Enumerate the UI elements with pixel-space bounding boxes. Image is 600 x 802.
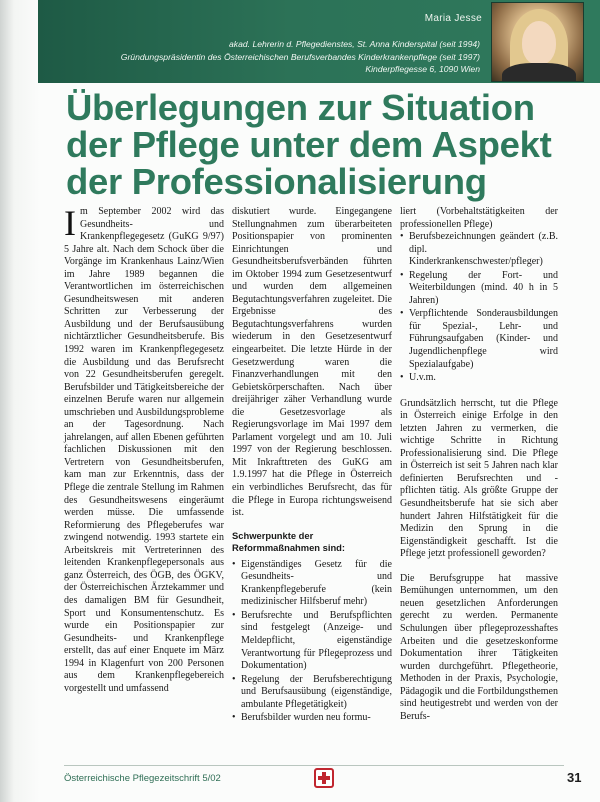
paragraph: diskutiert wurde. Eingegangene Stellungnahmen zum überarbeiteten Positionspapier von prominenten Einrichtungen und Gesundheitsberufsverbänden führten im Oktober 1994 zum Gesetzesentwurf und wurden dem allgemeinen Begutachtungsverfahren zugeleitet. Die Ergebnisse des Begutachtungsverfahrens wurden wiederum in den Gesetzesentwurf eingearbeitet. Die letzte Hürde in der Gesetzwerdung waren die Finanzverhandlungen mit den Gebietskörperschaften. Nach über dreijähriger zäher Verhandlung wurde die Gesetzesvorlage als Regierungsvorlage im Mai 1997 dem Parlament vorgelegt und am 10. Juli 1997 von der Regierung beschlossen. Mit Inkrafttreten des GuKG am 1.9.1997 hat die Pflege in Österreich ein verbindliches Berufsrecht, das für die Pflege in Europa richtungsweisend ist.	[232, 206, 392, 519]
list-item: • Regelung der Berufsberechtigung und Berufsausübung (eigenständige, ambulante Pflegetätigkeit)	[232, 674, 392, 712]
list-item: • Eigenständiges Gesetz für die Gesundheits- und Krankenpflegeberufe (kein medizinischer Hilfsberuf mehr)	[232, 559, 392, 609]
text-column-1	[64, 203, 224, 695]
drop-cap: I	[64, 203, 76, 243]
paragraph-text: m September 2002 wird das Gesundheits- und Krankenpflegegesetz (GuKG 9/97) 5 Jahre alt. Nach dem Schock über die Vorgänge im Krankenhaus Lainz/Wien im Jahre 1989 begannen die Verantwortlichen im österreichischen Gesundheitswesen mit anderen Schritten zur Verbesserung der Ausbildung und der Berufsausübung nichtärztlicher Gesundheitsberufe. Bis 1992 waren im Krankenpflegegesetz die Ausbildung und das Berufsrecht von 22 Gesundheitsberufen geregelt. Berufsbilder und Tätigkeitsbereiche der einzelnen Berufe waren nur allgemein umschrieben und Ausbildungsprobleme an der Tagesordnung. Nach jahrelangen, auf allen Ebenen geführten fachlichen Diskussionen mit den Vertretern von Gesundheitsberufen, kam man zur Erkenntnis, dass der Pflege die zentrale Stellung im Rahmen des Gesundheitswesens eingeräumt werden müsse. Die umfassende Reformierung des Pflegeberufes war zwingend notwendig. 1993 startete ein Arbeitskreis mit Vertreterinnen des leitenden Krankenpflegepersonals aus ganz Österreich, des ÖGB, des ÖGKV, der Österreichischen Ärztekammer und des damaligen BM für Gesundheit, Sport und Konsumentenschutz. Es wurde ein Positionspapier zur Gesundheits- und Krankenpflege erstellt, das auf einer Enquete im März 1994 in Klagenfurt von 200 Personen aus dem Krankenpflegebereich vorgestellt und umfassend	[64, 206, 224, 694]
journal-footer: Österreichische Pflegezeitschrift 5/02	[64, 773, 221, 784]
photo-shirt	[502, 63, 576, 82]
list-item: • Berufsbilder wurden neu formu-	[232, 712, 392, 725]
author-name: Maria Jesse	[424, 13, 482, 24]
list-item: • Berufsrechte und Berufspflichten sind festgelegt (Anzeige- und Meldepflicht, eigenständige Verantwortung für Pflegeprozess und Dokumentation)	[232, 610, 392, 673]
author-line: Gründungspräsidentin des Österreichischen Berufsverbandes Kinderkrankenpflege (seit 1997)	[120, 51, 480, 62]
spacer	[400, 386, 558, 398]
author-header-band	[38, 0, 600, 83]
section-subheading: Schwerpunkte der Reformmaßnahmen sind:	[232, 529, 346, 554]
page-number: 31	[567, 770, 582, 785]
paragraph: Grundsätzlich herrscht, tut die Pflege in Österreich einige Erfolge in den letzten Jahren zu vermerken, die wichtige Schritte in Richtung Professionalisierung sind. Die Pflege in Österreich ist seit 5 Jahren nach klar definierten Berufsrechten und -pflichten tätig. Als größte Gruppe der Gesundheitsberufe hat sie sich aber hundert Jahren Hilfstätigkeit für die Medizin den Sprung in die Eigenständigkeit geschafft. Ist die Pflege jetzt professionell geworden?	[400, 397, 558, 560]
paragraph	[64, 203, 224, 695]
author-photo	[491, 2, 584, 82]
cross-logo-icon	[314, 768, 334, 788]
author-credentials	[40, 38, 480, 76]
article-title: Überlegungen zur Situation der Pflege unter dem Aspekt der Professionalisierung	[66, 87, 552, 202]
paragraph: liert (Vorbehaltstätigkeiten der professionellen Pflege)	[400, 206, 558, 230]
list-item: • Berufsbezeichnungen geändert (z.B. dipl. Kinderkrankenschwester/pfleger)	[400, 231, 558, 269]
author-line: akad. Lehrerin d. Pflegedienstes, St. Anna Kinderspital (seit 1994)	[229, 39, 480, 49]
paragraph: Die Berufsgruppe hat massive Bemühungen unternommen, um den neuen gesetzlichen Anforderungen gerecht zu werden. Permanente Schulungen über pflegeprozesshaftes Arbeiten und die gesetzeskonforme Dokumentation ihrer Tätigkeiten wurden durchgeführt. Pflegetheorie, Methoden in der Praxis, Psychologie, Pädagogik und die Fortbildungsthemen sind heutigestrebt und werden von der Berufs-	[400, 572, 558, 722]
spacer	[400, 561, 558, 573]
bullet-list	[400, 231, 558, 385]
photo-face	[522, 21, 556, 65]
text-column-2	[232, 206, 392, 726]
footer-divider	[64, 765, 564, 766]
text-column-3	[400, 206, 558, 723]
list-item: • U.v.m.	[400, 372, 558, 385]
list-item: • Regelung der Fort- und Weiterbildungen (mind. 40 h in 5 Jahren)	[400, 270, 558, 308]
author-line: Kinderpflegesse 6, 1090 Wien	[365, 64, 480, 74]
list-item: • Verpflichtende Sonderausbildungen für Spezial-, Lehr- und Führungsaufgaben (Kinder- und Jugendlichenpflege wird Spezialaufgabe)	[400, 308, 558, 371]
bullet-list	[232, 559, 392, 725]
